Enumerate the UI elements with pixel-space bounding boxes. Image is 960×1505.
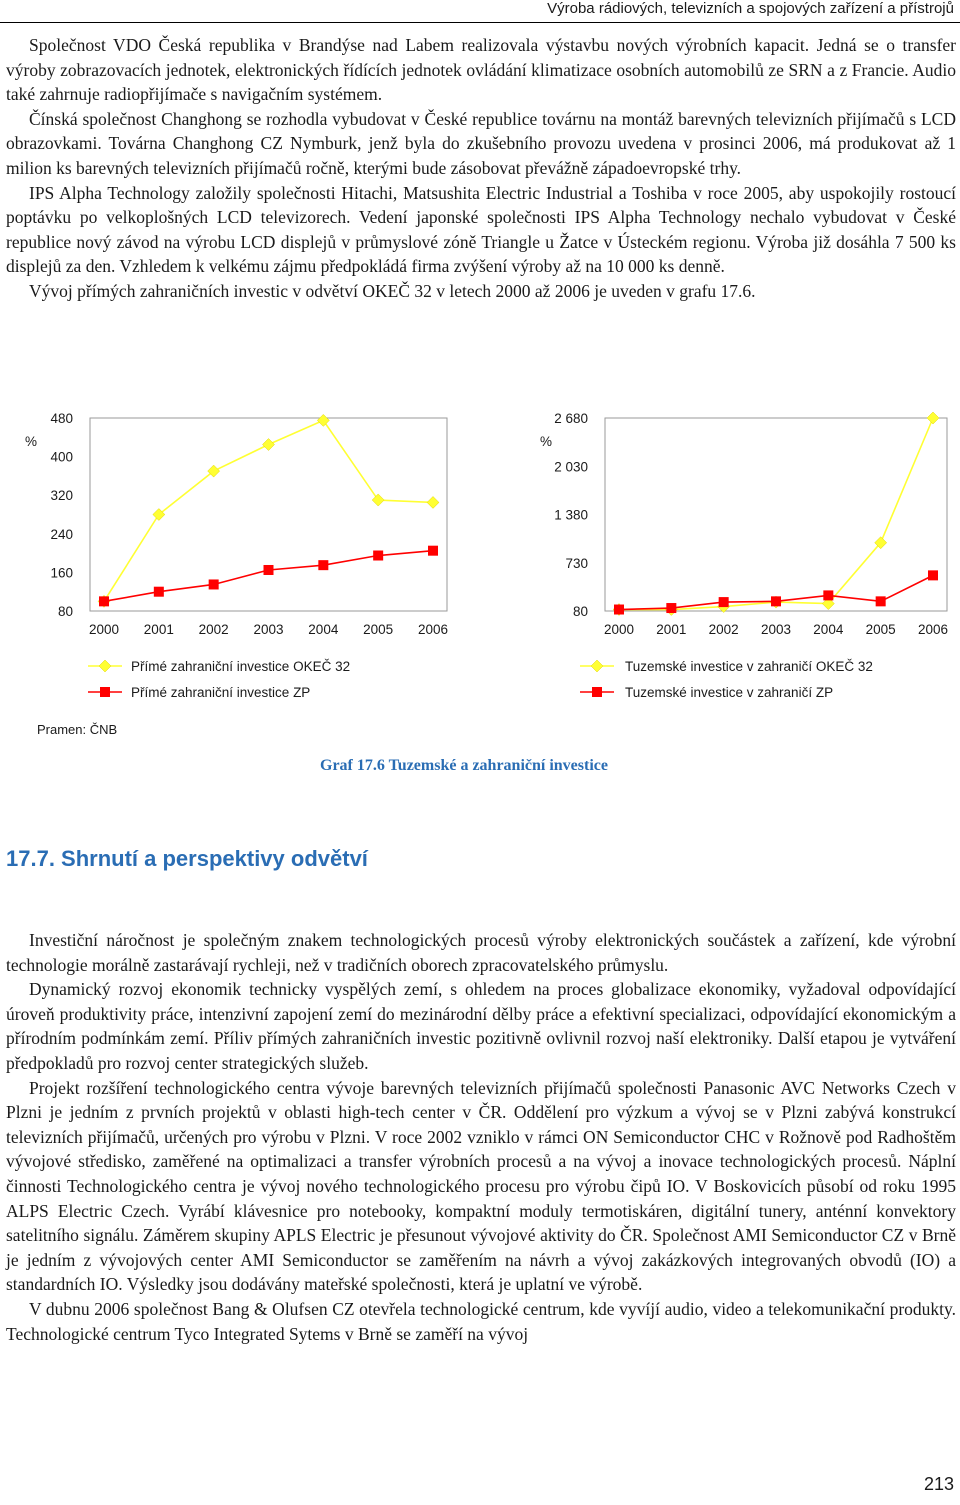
data-point [427, 496, 439, 508]
legend-label: Tuzemské investice v zahraničí OKEČ 32 [625, 659, 873, 674]
data-point [927, 412, 939, 424]
paragraph: V dubnu 2006 společnost Bang & Olufsen CZ otevřela technologické centrum, kde vyvíjí audio, video a telekomunikační produkty. Technologické centrum Tyco Integrated Sytems v Brně se zaměří na vývoj [6, 1298, 956, 1344]
x-tick-label: 2001 [656, 622, 687, 637]
legend-marker [99, 660, 111, 672]
paragraph: Vývoj přímých zahraničních investic v odvětví OKEČ 32 v letech 2000 až 2006 je uveden v grafu 17.6. [29, 280, 756, 301]
x-tick-label: 2006 [417, 622, 449, 637]
y-axis-label: % [539, 434, 553, 449]
source-note: Pramen: ČNB [37, 722, 118, 737]
plot-area [605, 418, 947, 611]
x-tick-label: 2000 [88, 622, 120, 637]
data-point [373, 551, 383, 561]
text-block-top [6, 33, 956, 304]
paragraph: Čínská společnost Changhong se rozhodla vybudovat v České republice továrnu na montáž barevných televizních přijímačů s LCD obrazovkami. Továrna Changhong CZ Nymburk, jenž byla do zkušebního provozu uvedena v prosinci 2006, má produkovat až 1 milion ks barevných televizních přijímačů ročně, kterými bude zásobovat převážně západoevropské trhy. [6, 108, 956, 178]
section-title: 17.7. Shrnutí a perspektivy odvětví [6, 846, 368, 871]
data-point [264, 565, 274, 575]
legend-label: Tuzemské investice v zahraničí ZP [625, 685, 834, 700]
y-tick-label: 240 [50, 526, 73, 542]
y-tick-label: 2 680 [554, 411, 588, 426]
data-point [719, 597, 729, 607]
x-tick-label: 2000 [603, 622, 635, 637]
y-tick-label: 160 [50, 565, 73, 581]
y-tick-label: 80 [572, 604, 588, 619]
data-point [317, 414, 329, 426]
y-axis-label: % [24, 434, 38, 449]
legend-marker [100, 687, 110, 697]
data-point [876, 596, 886, 606]
paragraph: Investiční náročnost je společným znakem technologických procesů výroby elektronických součástek a zařízení, kde výrobní technologie morálně zastarávají rychleji, než v tradičních oborech zpracovatelského průmyslu. [6, 930, 956, 975]
paragraph: Společnost VDO Česká republika v Brandýse nad Labem realizovala výstavbu nových výrobních kapacit. Jedná se o transfer výroby zobrazovacích jednotek, elektronických řídících jednotek ovládání klimatizace osobních automobilů ze SRN a z Francie. Audio také zahrnuje radiopřijímače s navigačním systémem. [6, 35, 956, 105]
chart-svg [515, 408, 955, 708]
series-line [104, 551, 433, 602]
data-point [928, 570, 938, 580]
x-tick-label: 2002 [708, 622, 739, 637]
legend-marker [591, 660, 603, 672]
data-point [209, 579, 219, 589]
header-rule [0, 22, 960, 23]
chart-domestic-investment-abroad [515, 408, 955, 708]
x-tick-label: 2001 [143, 622, 174, 637]
y-tick-label: 320 [50, 488, 73, 504]
x-tick-label: 2003 [760, 622, 792, 637]
y-tick-label: 80 [57, 604, 73, 619]
paragraph: IPS Alpha Technology založily společnosti Hitachi, Matsushita Electric Industrial a Toshiba v roce 2005, aby uspokojily rostoucí poptávku po velkoplošných LCD televizorech. Vedení japonské společnosti IPS Alpha Technology nechalo vybudovat v České republice nový závod na výrobu LCD displejů v průmyslové zóně Triangle u Žatce v Ústeckém regionu. Výroba již dosáhla 7 500 ks displejů za den. Vzhledem k velkému zájmu předpokládá firma zvýšení výroby až na 10 000 ks denně. [6, 182, 956, 277]
series-line [619, 418, 933, 610]
x-tick-label: 2004 [308, 622, 339, 637]
chart-foreign-investment [24, 408, 449, 708]
x-tick-label: 2006 [917, 622, 949, 637]
page-number: 213 [923, 1474, 954, 1494]
paragraph: Dynamický rozvoj ekonomik technicky vyspělých zemí, s ohledem na proces globalizace ekonomiky, vyžadoval odpovídající úroveň produktivity práce, intenzivní zapojení zemí do mezinárodní dělby práce a efektivní specializaci, odpovídající ekonomickým a přírodním podmínkám zemí. Příliv přímých zahraničních investic pozitivně ovlivnil rozvoj naší elektroniky. Další etapou je vytváření předpokladů pro rozvoj center strategických služeb. [6, 979, 956, 1073]
legend-label: Přímé zahraniční investice OKEČ 32 [131, 659, 351, 674]
y-tick-label: 2 030 [554, 459, 588, 475]
data-point [428, 546, 438, 556]
chart-svg [24, 408, 449, 708]
x-tick-label: 2002 [198, 622, 229, 637]
data-point [614, 605, 624, 615]
data-point [771, 596, 781, 606]
legend-label: Přímé zahraniční investice ZP [131, 685, 311, 700]
y-tick-label: 480 [50, 411, 73, 426]
data-point [666, 603, 676, 613]
x-tick-label: 2005 [363, 622, 394, 637]
data-point [823, 590, 833, 600]
data-point [372, 494, 384, 506]
y-tick-label: 730 [565, 555, 588, 571]
data-point [154, 587, 164, 597]
running-header: Výroba rádiových, televizních a spojových zařízení a přístrojů [547, 0, 954, 17]
x-tick-label: 2003 [253, 622, 284, 637]
y-tick-label: 400 [50, 449, 73, 465]
data-point [318, 560, 328, 570]
legend-marker [592, 687, 602, 697]
data-point [263, 439, 275, 451]
text-block-bottom [6, 928, 956, 1346]
paragraph: Projekt rozšíření technologického centra vývoje barevných televizních přijímačů společnosti Panasonic AVC Networks Czech v Plzni je jedním z prvních projektů v oblasti high-tech center v ČR. Oddělení pro výzkum a vývoj se v Plzni zabývá konstrukcí televizních přijímačů, určených pro výrobu v Plzni. V roce 2002 vzniklo v rámci ON Semiconductor CHC v Rožnově pod Radhoštěm vývojové středisko, zaměřené na optimalizaci a transfer výrobních procesů a na vývoj a inovace technologických procesů. Náplní činnosti Technologického centra je vývoj nového technologického procesu pro výrobu čipů IO. V Boskovicích působí od roku 1995 ALPS Electric Czech. Vyrábí klávesnice pro notebooky, kompaktní moduly termotiskáren, digitální tunery, anténní konvektory satelitního signálu. Záměrem skupiny APLS Electric je přesunout vývojové aktivity do ČR. Společnost AMI Semiconductor CZ v Brně je jedním z vývojových center AMI Semiconductor se zaměřením na návrh a vývoj zakázkových integrovaných obvodů (IO) a standardních IO. Výsledky jsou dodávány mateřské společnosti, která je uplatní ve výrobě. [6, 1077, 956, 1295]
figure-caption: Graf 17.6 Tuzemské a zahraniční investice [320, 757, 608, 774]
x-tick-label: 2005 [865, 622, 896, 637]
y-tick-label: 1 380 [554, 507, 588, 523]
data-point [99, 596, 109, 606]
x-tick-label: 2004 [813, 622, 844, 637]
